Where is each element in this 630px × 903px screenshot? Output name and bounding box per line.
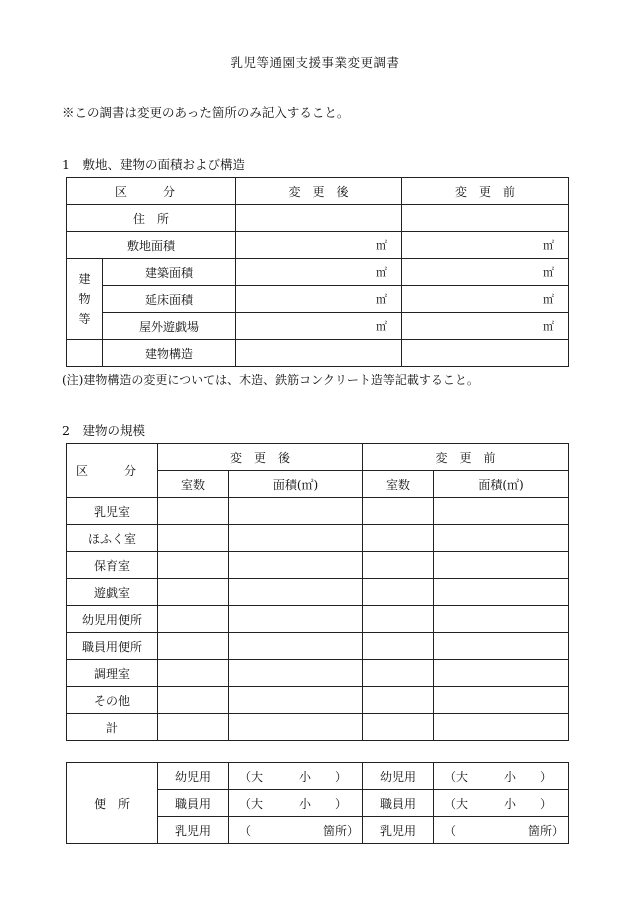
header-area-after: 面積(㎡) <box>229 471 363 498</box>
area-after-cell[interactable] <box>229 687 363 714</box>
rooms-before-cell[interactable] <box>363 579 434 606</box>
rooms-after-cell[interactable] <box>158 525 229 552</box>
area-after-cell[interactable] <box>229 606 363 633</box>
site-area-before-cell[interactable] <box>402 232 569 259</box>
scale-row <box>67 498 569 525</box>
header-area-before: 面積(㎡) <box>434 471 569 498</box>
scale-row <box>67 579 569 606</box>
structure-before-cell[interactable] <box>402 340 569 367</box>
toilet-kind-label: 職員用 <box>363 790 434 817</box>
area-after-cell[interactable] <box>229 714 363 741</box>
rooms-before-cell[interactable] <box>363 525 434 552</box>
toilet-after-cell[interactable]: （大 小 ） <box>229 763 363 790</box>
toilet-before-cell[interactable]: （大 小 ） <box>434 763 569 790</box>
scale-row <box>67 552 569 579</box>
toilet-label-text: 便 所 <box>93 796 130 811</box>
rooms-before-cell[interactable] <box>363 606 434 633</box>
area-before-cell[interactable] <box>434 633 569 660</box>
area-after-cell[interactable] <box>229 579 363 606</box>
area-before-cell[interactable] <box>434 579 569 606</box>
scale-row <box>67 606 569 633</box>
scale-row <box>67 633 569 660</box>
empty-group-cell <box>67 340 103 367</box>
row-site-area-label: 敷地面積 <box>67 232 236 259</box>
scale-row-label: 遊戯室 <box>67 579 158 606</box>
structure-note: (注)建物構造の変更については、木造、鉄筋コンクリート造等記載すること。 <box>62 373 479 387</box>
toilet-before-cell[interactable]: （大 小 ） <box>434 790 569 817</box>
header-before: 変 更 前 <box>363 444 569 471</box>
building-group-label <box>67 259 103 340</box>
unit-sqm: ㎡ <box>376 293 388 306</box>
area-before-cell[interactable] <box>434 606 569 633</box>
building-area-after-cell[interactable] <box>236 259 402 286</box>
site-building-table <box>66 177 569 367</box>
rooms-after-cell[interactable] <box>158 633 229 660</box>
header-after: 変 更 後 <box>236 178 402 205</box>
rooms-before-cell[interactable] <box>363 633 434 660</box>
floor-area-after-cell[interactable] <box>236 286 402 313</box>
toilet-kind-label: 職員用 <box>158 790 229 817</box>
site-area-after-cell[interactable] <box>236 232 402 259</box>
toilet-kind-label: 乳児用 <box>363 817 434 844</box>
rooms-before-cell[interactable] <box>363 660 434 687</box>
header-category: 区 分 <box>67 178 236 205</box>
toilet-before-cell[interactable]: （ 箇所） <box>434 817 569 844</box>
scale-row-label: 職員用便所 <box>67 633 158 660</box>
rooms-after-cell[interactable] <box>158 660 229 687</box>
scale-row <box>67 525 569 552</box>
area-before-cell[interactable] <box>434 660 569 687</box>
row-floor-area-label: 延床面積 <box>103 286 236 313</box>
rooms-before-cell[interactable] <box>363 498 434 525</box>
building-area-before-cell[interactable] <box>402 259 569 286</box>
scale-row-label: その他 <box>67 687 158 714</box>
area-after-cell[interactable] <box>229 525 363 552</box>
unit-sqm: ㎡ <box>376 266 388 279</box>
rooms-after-cell[interactable] <box>158 687 229 714</box>
area-after-cell[interactable] <box>229 498 363 525</box>
scale-row-label: 調理室 <box>67 660 158 687</box>
rooms-after-cell[interactable] <box>158 552 229 579</box>
scale-row-label: 計 <box>67 714 158 741</box>
row-building-area-label: 建築面積 <box>103 259 236 286</box>
header-after: 変 更 後 <box>158 444 363 471</box>
toilet-table <box>66 762 569 844</box>
toilet-after-cell[interactable]: （大 小 ） <box>229 790 363 817</box>
unit-sqm: ㎡ <box>543 293 555 306</box>
scale-row-label: 乳児室 <box>67 498 158 525</box>
unit-sqm: ㎡ <box>376 239 388 252</box>
toilet-kind-label: 幼児用 <box>158 763 229 790</box>
toilet-label <box>67 763 158 844</box>
floor-area-before-cell[interactable] <box>402 286 569 313</box>
scale-row-label: 保育室 <box>67 552 158 579</box>
row-outdoor-play-label: 屋外遊戯場 <box>103 313 236 340</box>
rooms-after-cell[interactable] <box>158 498 229 525</box>
unit-sqm: ㎡ <box>543 320 555 333</box>
section-1-heading: 1 敷地、建物の面積および構造 <box>62 157 245 172</box>
area-before-cell[interactable] <box>434 687 569 714</box>
toilet-after-cell[interactable]: （ 箇所） <box>229 817 363 844</box>
scale-row-label: ほふく室 <box>67 525 158 552</box>
outdoor-play-after-cell[interactable] <box>236 313 402 340</box>
scale-row <box>67 660 569 687</box>
document-title: 乳児等通園支援事業変更調書 <box>230 55 400 70</box>
instruction-note: ※この調書は変更のあった箇所のみ記入すること。 <box>62 105 350 120</box>
unit-sqm: ㎡ <box>543 266 555 279</box>
toilet-kind-label: 乳児用 <box>158 817 229 844</box>
header-rooms-after: 室数 <box>158 471 229 498</box>
row-address-label: 住 所 <box>67 205 236 232</box>
address-before-cell[interactable] <box>402 205 569 232</box>
area-before-cell[interactable] <box>434 498 569 525</box>
address-after-cell[interactable] <box>236 205 402 232</box>
rooms-before-cell[interactable] <box>363 687 434 714</box>
scale-row <box>67 714 569 741</box>
row-structure-label: 建物構造 <box>103 340 236 367</box>
rooms-after-cell[interactable] <box>158 714 229 741</box>
area-after-cell[interactable] <box>229 660 363 687</box>
toilet-kind-label: 幼児用 <box>363 763 434 790</box>
unit-sqm: ㎡ <box>543 239 555 252</box>
rooms-before-cell[interactable] <box>363 714 434 741</box>
header-before: 変 更 前 <box>402 178 569 205</box>
area-before-cell[interactable] <box>434 552 569 579</box>
rooms-after-cell[interactable] <box>158 606 229 633</box>
area-before-cell[interactable] <box>434 525 569 552</box>
area-before-cell[interactable] <box>434 714 569 741</box>
header-category: 区 分 <box>67 444 158 498</box>
building-group-text: 建物等 <box>78 272 91 326</box>
toilet-row <box>67 763 569 790</box>
area-after-cell[interactable] <box>229 633 363 660</box>
unit-sqm: ㎡ <box>376 320 388 333</box>
outdoor-play-before-cell[interactable] <box>402 313 569 340</box>
structure-after-cell[interactable] <box>236 340 402 367</box>
scale-row-label: 幼児用便所 <box>67 606 158 633</box>
area-after-cell[interactable] <box>229 552 363 579</box>
rooms-after-cell[interactable] <box>158 579 229 606</box>
header-rooms-before: 室数 <box>363 471 434 498</box>
building-scale-table <box>66 443 569 741</box>
section-2-heading: 2 建物の規模 <box>62 423 145 438</box>
scale-row <box>67 687 569 714</box>
rooms-before-cell[interactable] <box>363 552 434 579</box>
